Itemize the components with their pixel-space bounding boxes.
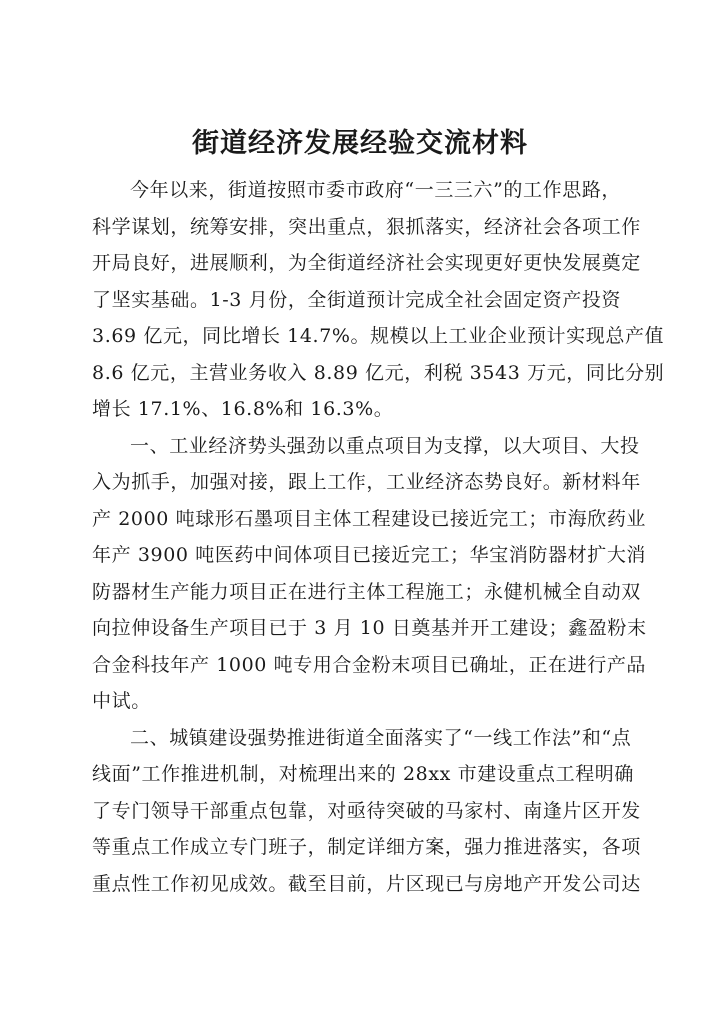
paragraph-line: 8.6 亿元，主营业务收入 8.89 亿元，利税 3543 万元，同比分别: [92, 361, 665, 384]
paragraph-line: 了坚实基础。1-3 月份，全街道预计完成全社会固定资产投资: [92, 288, 622, 311]
paragraph-line: 防器材生产能力项目正在进行主体工程施工；永健机械全自动双: [92, 580, 641, 603]
document-body: [92, 172, 665, 902]
paragraph-line: 一、工业经济势头强劲以重点项目为支撑，以大项目、大投: [130, 434, 640, 457]
paragraph-line: 合金科技年产 1000 吨专用合金粉末项目已确址，正在进行产品: [92, 653, 647, 676]
paragraph-line: 产 2000 吨球形石墨项目主体工程建设已接近完工；市海欣药业: [92, 507, 647, 530]
paragraph-line: 了专门领导干部重点包靠，对亟待突破的马家村、南逢片区开发: [92, 799, 641, 822]
paragraph-line: 线面”工作推进机制，对梳理出来的 28xx 市建设重点工程明确: [92, 763, 635, 785]
paragraph-line: 入为抓手，加强对接，跟上工作，工业经济态势良好。新材料年: [92, 471, 641, 493]
paragraph-line: 重点性工作初见成效。截至目前，片区现已与房地产开发公司达: [92, 872, 641, 895]
paragraph-line: 今年以来，街道按照市委市政府“一三三六”的工作思路，: [130, 179, 622, 201]
paragraph-line: 中试。: [92, 690, 151, 712]
paragraph-line: 开局良好，进展顺利，为全街道经济社会实现更好更快发展奠定: [92, 252, 641, 274]
paragraph-line: 科学谋划，统筹安排，突出重点，狠抓落实，经济社会各项工作: [92, 215, 641, 238]
paragraph-line: 等重点工作成立专门班子，制定详细方案，强力推进落实，各项: [92, 836, 641, 858]
paragraph-line: 年产 3900 吨医药中间体项目已接近完工；华宝消防器材扩大消: [92, 544, 647, 566]
paragraph-line: 二、城镇建设强势推进街道全面落实了“一线工作法”和“点: [130, 726, 632, 749]
paragraph-line: 增长 17.1%、16.8%和 16.3%。: [92, 398, 394, 420]
document-title: 街道经济发展经验交流材料: [192, 128, 528, 159]
paragraph-line: 向拉伸设备生产项目已于 3 月 10 日奠基并开工建设；鑫盈粉末: [92, 617, 647, 639]
paragraph-line: 3.69 亿元，同比增长 14.7%。规模以上工业企业预计实现总产值: [92, 325, 665, 347]
